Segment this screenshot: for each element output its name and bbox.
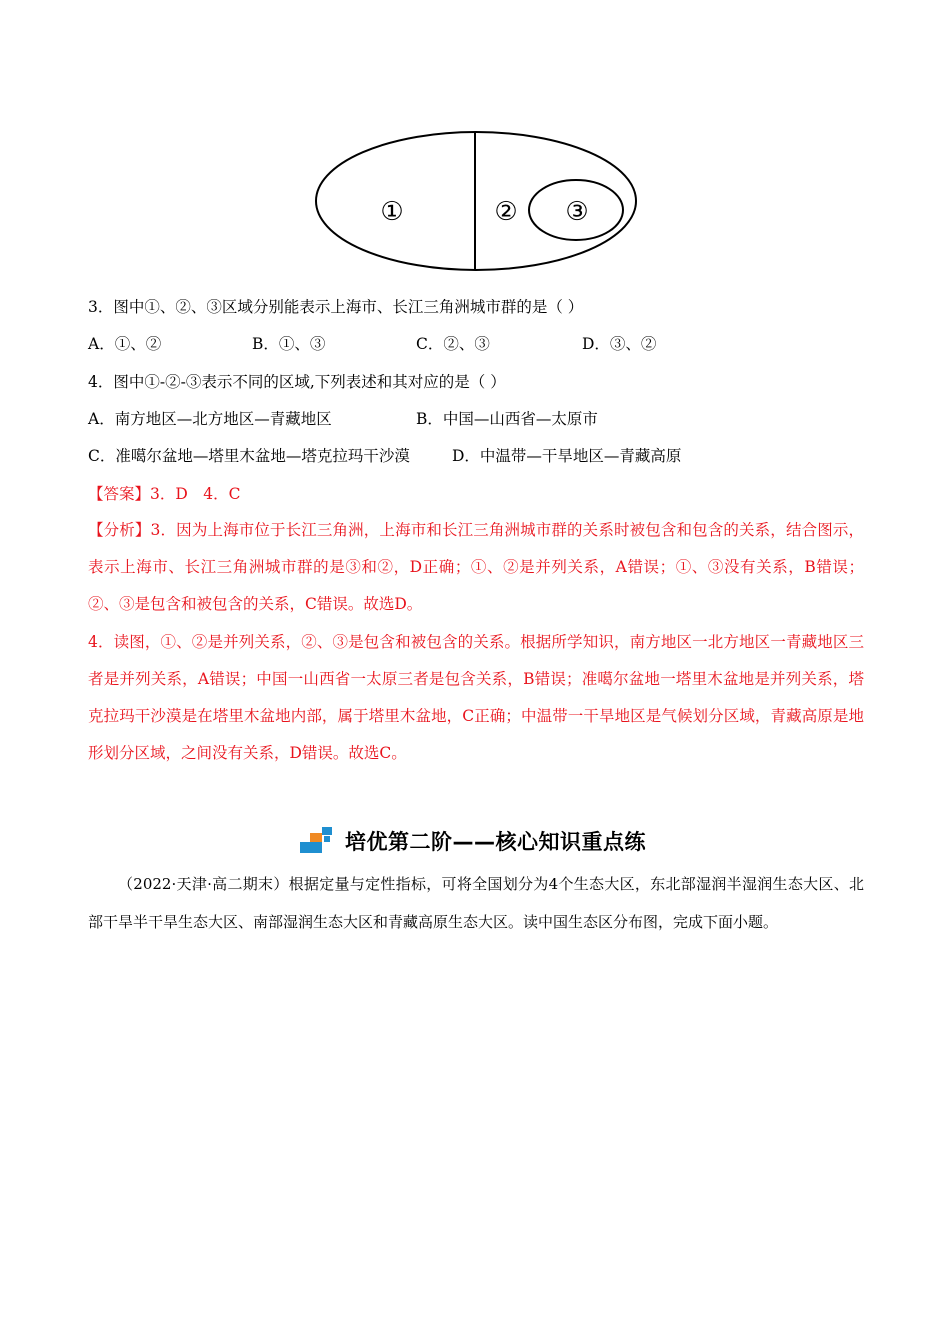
q3-option-a: A．①、② (88, 335, 162, 353)
question-4-stem: 4．图中①-②-③表示不同的区域,下列表述和其对应的是（ ） (88, 373, 506, 391)
q4-option-b: B．中国—山西省—太原市 (416, 410, 598, 428)
section-heading (300, 826, 646, 856)
q4-option-c: C．准噶尔盆地—塔里木盆地—塔克拉玛干沙漠 (88, 447, 410, 465)
analysis-q3: 3．因为上海市位于长江三角洲，上海市和长江三角洲城市群的关系时被包含和包含的关系，结合图示，表示上海市、长江三角洲城市群的是③和②，D正确；①、②是并列关系，A错误；①、③没有关系，B错误；②、③是包含和被包含的关系，C错误。故选D。 (88, 521, 864, 613)
section-title: 培优第二阶——核心知识重点练 (345, 830, 646, 854)
analysis-tag: 【分析】 (88, 521, 151, 539)
question-3-options (88, 334, 788, 354)
q3-option-b: B．①、③ (252, 335, 326, 353)
section-logo-icon (300, 826, 342, 856)
analysis-paragraph-2: 4．读图，①、②是并列关系，②、③是包含和被包含的关系。根据所学知识，南方地区一北方地区一青藏地区三者是并列关系，A错误；中国一山西省一太原三者是包含关系，B错误；准噶尔盆地一塔里木盆地是并列关系，塔克拉玛干沙漠是在塔里木盆地内部，属于塔里木盆地，C正确；中温带一干旱地区是气候划分区域，青藏高原是地形划分区域，之间没有关系，D错误。故选C。 (88, 633, 864, 762)
region-label-1: ① (380, 197, 404, 227)
region-diagram (312, 128, 642, 274)
region-label-2: ② (494, 197, 518, 227)
question-3-stem: 3．图中①、②、③区域分别能表示上海市、长江三角洲城市群的是（ ） (88, 298, 584, 316)
answer-text: 3．D 4．C (150, 485, 241, 503)
q4-option-a: A．南方地区—北方地区—青藏地区 (88, 410, 332, 428)
question-4-options-row2 (88, 446, 788, 466)
intro-paragraph: （2022·天津·高二期末）根据定量与定性指标，可将全国划分为4个生态大区，东北部湿润半湿润生态大区、北部干旱半干旱生态大区、南部湿润生态大区和青藏高原生态大区。读中国生态区分布图，完成下面小题。 (88, 875, 864, 931)
q4-option-d: D．中温带—干旱地区—青藏高原 (452, 447, 682, 465)
q3-option-d: D．③、② (582, 335, 657, 353)
region-label-3: ③ (565, 197, 589, 227)
answer-line (88, 484, 241, 504)
answer-tag: 【答案】 (88, 485, 151, 503)
analysis-paragraph-1 (88, 512, 864, 623)
q3-option-c: C．②、③ (416, 335, 490, 353)
question-4-options-row1 (88, 409, 788, 429)
